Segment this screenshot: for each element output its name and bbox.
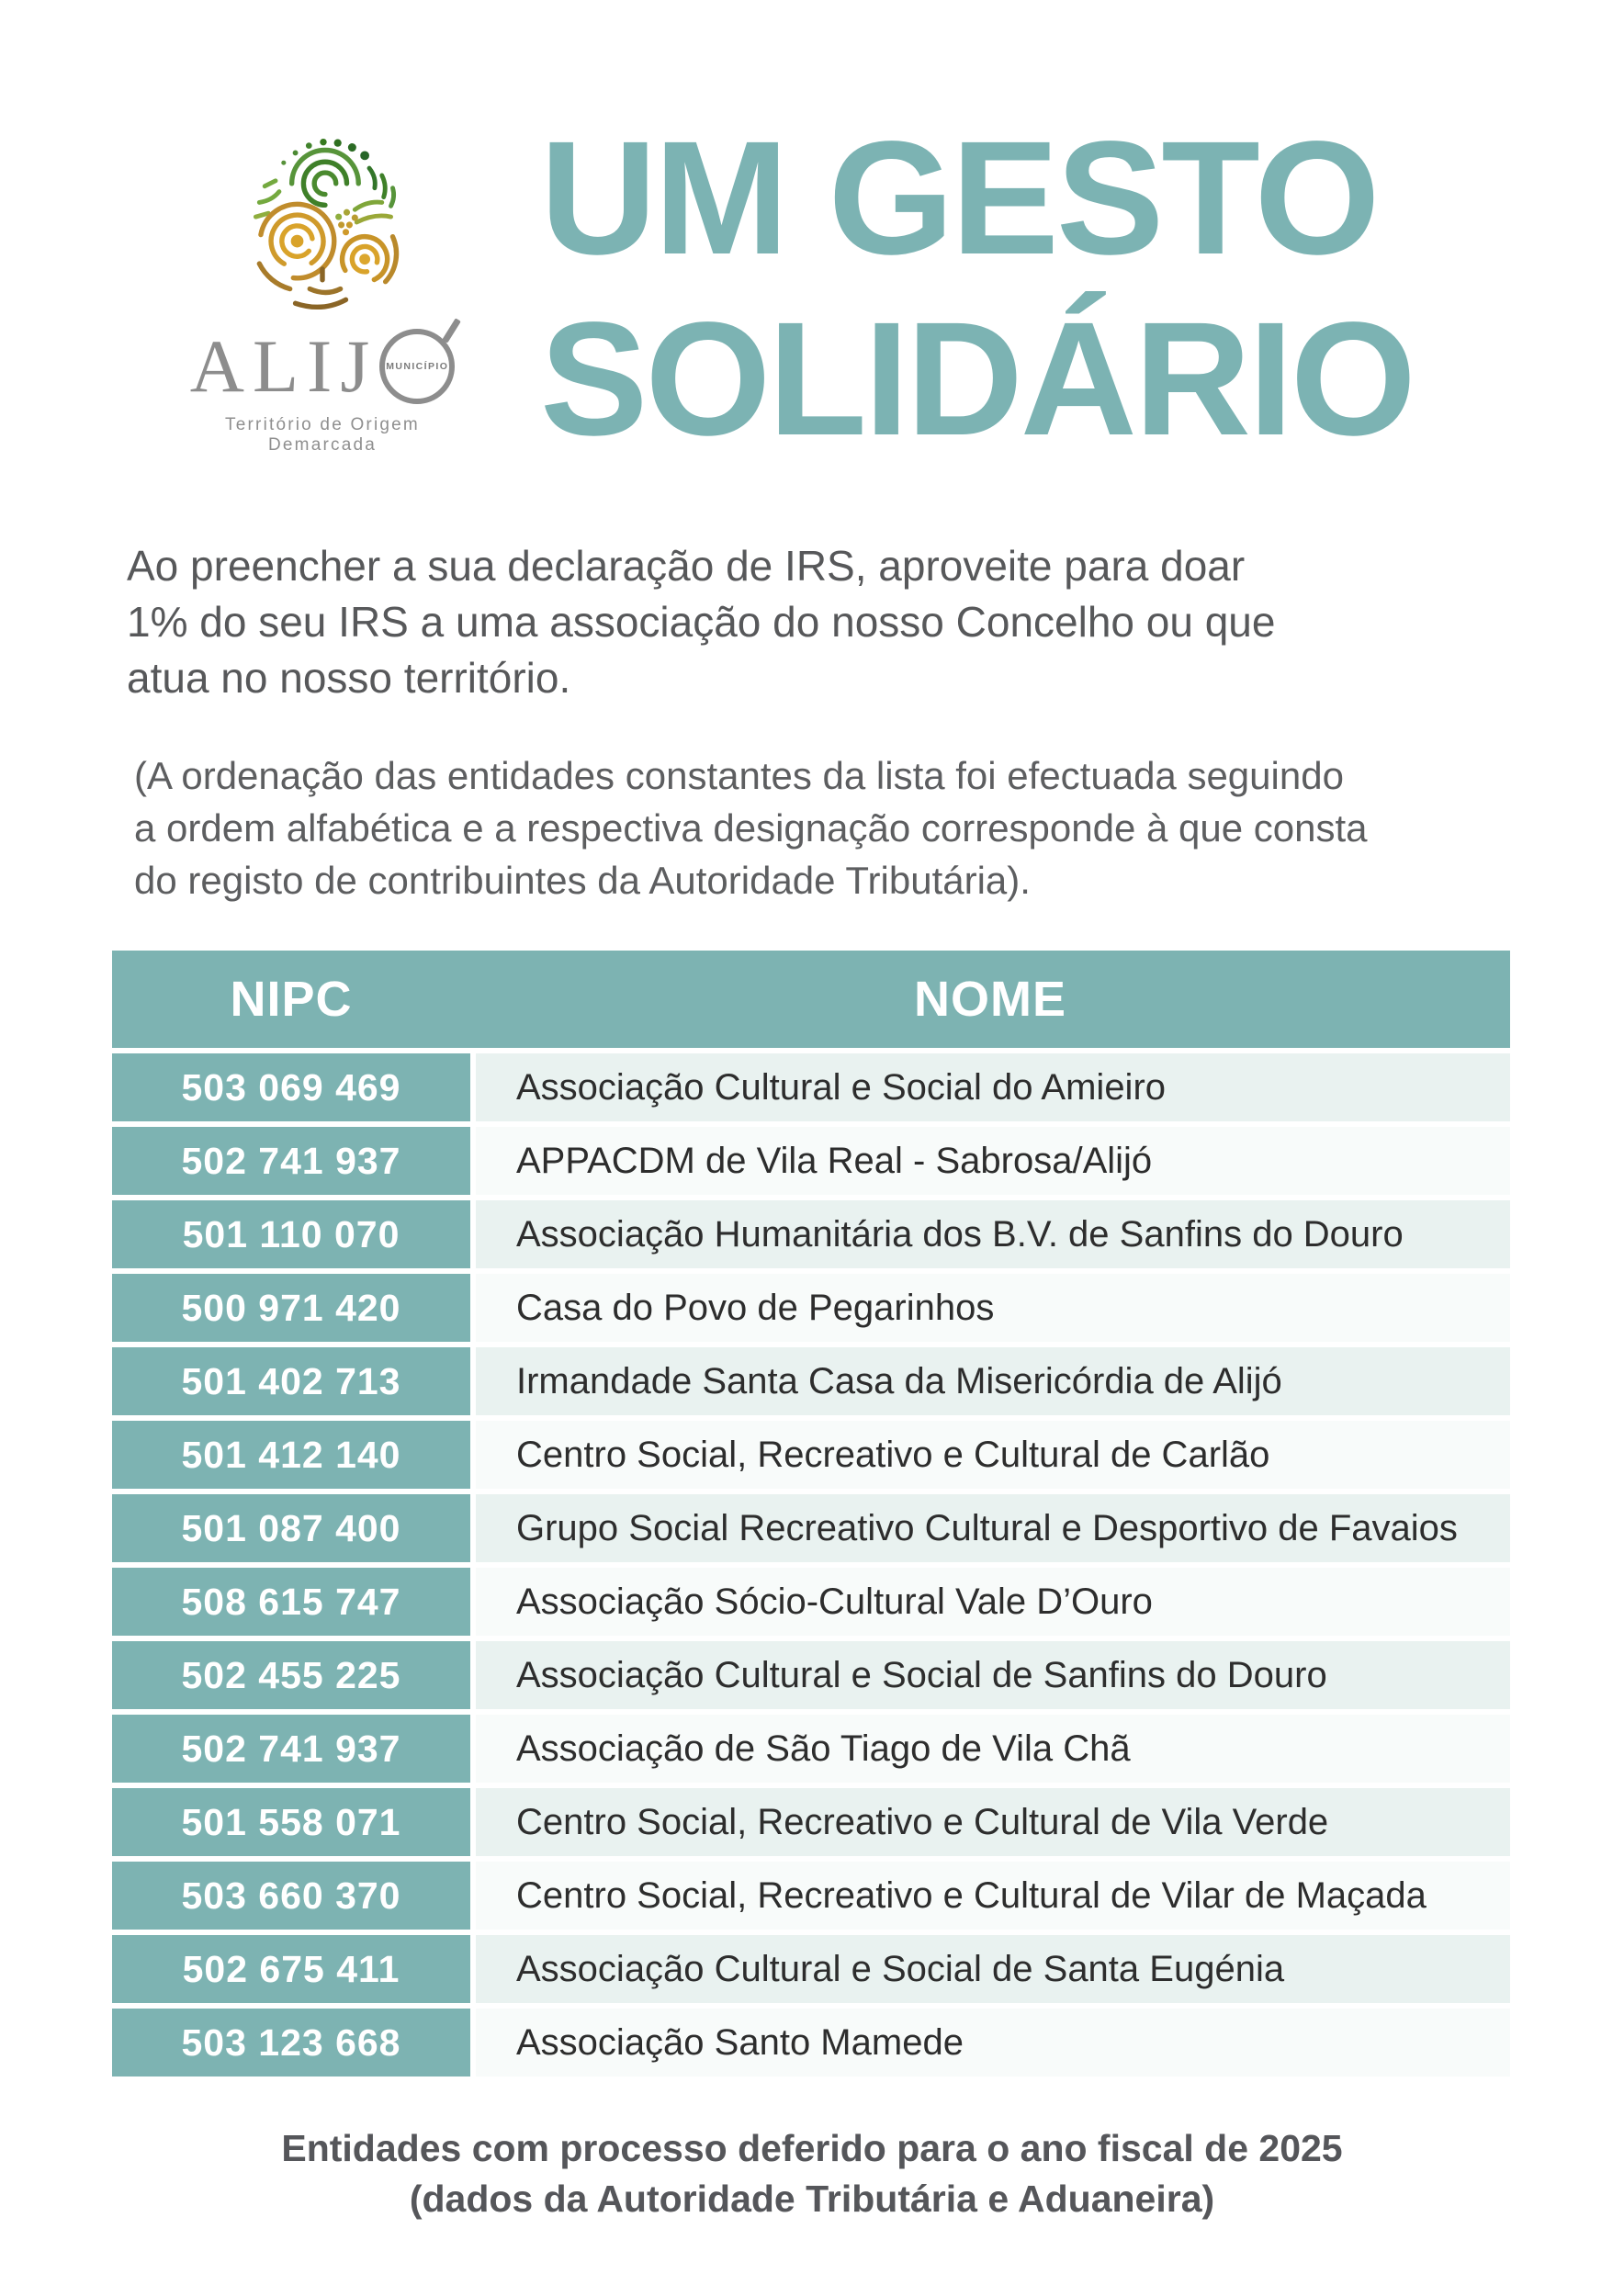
nipc-cell: 503 123 668 — [112, 2009, 470, 2077]
nipc-cell: 501 402 713 — [112, 1347, 470, 1415]
nome-cell: Centro Social, Recreativo e Cultural de Carlão — [476, 1421, 1510, 1489]
footer-line2: (dados da Autoridade Tributária e Aduaneira) — [409, 2178, 1215, 2221]
nipc-cell: 501 087 400 — [112, 1494, 470, 1562]
table-row — [112, 1568, 1510, 1636]
alijo-logo-mark — [231, 127, 413, 316]
nome-cell: Centro Social, Recreativo e Cultural de Vilar de Maçada — [476, 1862, 1510, 1930]
alijo-accent-icon — [442, 318, 461, 343]
nome-cell: Grupo Social Recreativo Cultural e Desportivo de Favaios — [476, 1494, 1510, 1562]
nome-cell: Associação Cultural e Social de Santa Eugénia — [476, 1935, 1510, 2003]
table-row — [112, 1494, 1510, 1562]
nipc-cell: 503 660 370 — [112, 1862, 470, 1930]
note-line: do registo de contribuintes da Autoridade Tributária). — [134, 859, 1031, 902]
ordering-note — [134, 749, 1368, 906]
nome-cell: Irmandade Santa Casa da Misericórdia de Alijó — [476, 1347, 1510, 1415]
nipc-cell: 503 069 469 — [112, 1053, 470, 1121]
footer-line1: Entidades com processo deferido para o ano fiscal de 2025 — [281, 2127, 1343, 2169]
table-row — [112, 1347, 1510, 1415]
nipc-cell: 502 455 225 — [112, 1641, 470, 1709]
table-row — [112, 1935, 1510, 2003]
note-line: (A ordenação das entidades constantes da lista foi efectuada seguindo — [134, 754, 1344, 797]
nome-cell: Associação Cultural e Social do Amieiro — [476, 1053, 1510, 1121]
nome-cell: Associação Sócio-Cultural Vale D’Ouro — [476, 1568, 1510, 1636]
intro-line: Ao preencher a sua declaração de IRS, aproveite para doar — [127, 542, 1246, 590]
alijo-wordmark-text: ALIJ — [189, 324, 378, 408]
alijo-logo — [189, 127, 456, 456]
table-row — [112, 2009, 1510, 2077]
title-line1: UM GESTO — [540, 108, 1378, 288]
title-line2: SOLIDÁRIO — [540, 289, 1414, 470]
municipio-label: MUNICÍPIO — [386, 360, 449, 372]
nipc-cell: 501 558 071 — [112, 1788, 470, 1856]
nipc-cell: 501 110 070 — [112, 1200, 470, 1268]
nome-cell: Associação Humanitária dos B.V. de Sanfins do Douro — [476, 1200, 1510, 1268]
nome-column-header: NOME — [914, 972, 1066, 1027]
nome-cell: Casa do Povo de Pegarinhos — [476, 1274, 1510, 1342]
nipc-cell: 500 971 420 — [112, 1274, 470, 1342]
table-header-row — [112, 951, 1510, 1048]
logo-tagline: Território de Origem Demarcada — [225, 415, 420, 455]
table-row — [112, 1200, 1510, 1268]
note-line: a ordem alfabética e a respectiva designação corresponde à que consta — [134, 806, 1368, 850]
nome-cell: APPACDM de Vila Real - Sabrosa/Alijó — [476, 1127, 1510, 1195]
alijo-wordmark — [189, 324, 456, 408]
table-row — [112, 1274, 1510, 1342]
table-row — [112, 1127, 1510, 1195]
nome-cell: Centro Social, Recreativo e Cultural de Vila Verde — [476, 1788, 1510, 1856]
alijo-o-circle-icon — [379, 329, 455, 404]
table-row — [112, 1715, 1510, 1783]
table-row — [112, 1862, 1510, 1930]
nipc-column-header: NIPC — [230, 972, 353, 1027]
table-row — [112, 1421, 1510, 1489]
table-row — [112, 1641, 1510, 1709]
poster-title — [540, 108, 1414, 470]
nome-cell: Associação Cultural e Social de Sanfins do Douro — [476, 1641, 1510, 1709]
nipc-cell: 501 412 140 — [112, 1421, 470, 1489]
intro-line: atua no nosso território. — [127, 654, 571, 702]
table-row — [112, 1053, 1510, 1121]
nipc-cell: 502 741 937 — [112, 1715, 470, 1783]
entities-table — [112, 951, 1510, 2082]
intro-paragraph — [127, 538, 1275, 706]
nome-cell: Associação Santo Mamede — [476, 2009, 1510, 2077]
nome-cell: Associação de São Tiago de Vila Chã — [476, 1715, 1510, 1783]
nipc-cell: 502 741 937 — [112, 1127, 470, 1195]
intro-line: 1% do seu IRS a uma associação do nosso Concelho ou que — [127, 598, 1276, 646]
nipc-cell: 508 615 747 — [112, 1568, 470, 1636]
footer-note — [0, 2123, 1624, 2225]
table-row — [112, 1788, 1510, 1856]
nipc-cell: 502 675 411 — [112, 1935, 470, 2003]
